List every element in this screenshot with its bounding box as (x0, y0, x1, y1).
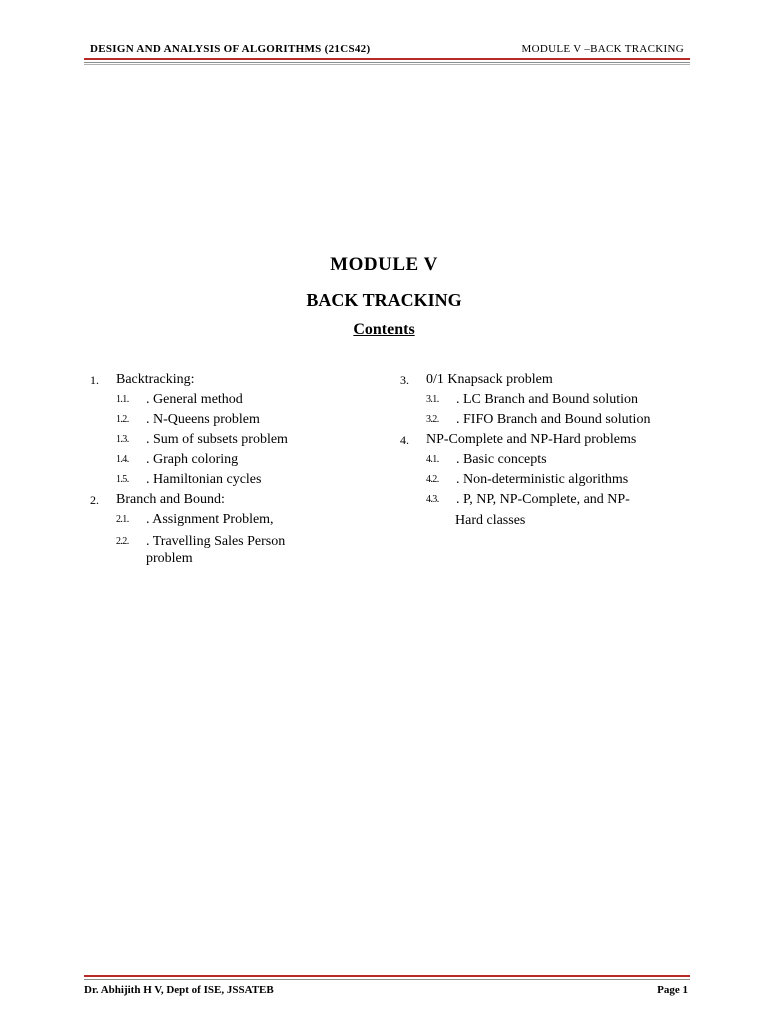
toc-subitem-number: 4.1. (426, 454, 439, 465)
toc-item-number: 2. (90, 493, 99, 507)
toc-subitem-3-2 (400, 410, 700, 430)
toc-subitem-number: 1.1. (116, 394, 129, 405)
toc-subitem-number: 1.3. (116, 434, 129, 445)
toc-item-4 (400, 430, 700, 450)
toc-subitem-number: 4.3. (426, 494, 439, 505)
toc-subitem-1-4 (90, 450, 380, 470)
toc-item-label: 0/1 Knapsack problem (426, 372, 553, 387)
toc-subitem-number: 3.1. (426, 394, 439, 405)
toc-subitem-label: . Sum of subsets problem (146, 432, 288, 447)
toc-item-3 (400, 370, 700, 390)
toc-item-number: 4. (400, 433, 409, 447)
toc-subitem-number: 1.2. (116, 414, 129, 425)
toc-subitem-label: . General method (146, 392, 243, 407)
header-rule-gray-thin (84, 64, 690, 65)
toc-subitem-1-5 (90, 470, 380, 490)
toc-subitem-number: 3.2. (426, 414, 439, 425)
toc-subitem-1-1 (90, 390, 380, 410)
toc-subitem-4-2 (400, 470, 700, 490)
toc-subitem-number: 4.2. (426, 474, 439, 485)
toc-subitem-continuation: problem (146, 551, 193, 566)
toc-subitem-1-2 (90, 410, 380, 430)
toc-subitem-label: . Hamiltonian cycles (146, 472, 262, 487)
toc-subitem-label: . N-Queens problem (146, 412, 260, 427)
header-rule-red (84, 58, 690, 60)
toc-subitem-label: . FIFO Branch and Bound solution (456, 412, 651, 427)
toc-item-label: Branch and Bound: (116, 492, 225, 507)
footer-rule-red (84, 975, 690, 977)
toc-left-column (90, 370, 380, 569)
toc-subitem-number: 2.1. (116, 514, 129, 525)
toc-item-1 (90, 370, 380, 390)
module-subtitle: BACK TRACKING (306, 290, 462, 310)
contents-heading: Contents (353, 321, 415, 338)
toc-subitem-label: . P, NP, NP-Complete, and NP- (456, 492, 630, 507)
toc-subitem-label: . Travelling Sales Person (146, 534, 286, 549)
toc-right-column (400, 370, 700, 531)
header-rule-gray (84, 62, 690, 63)
toc-subitem-4-3 (400, 490, 700, 510)
toc-subitem-number: 1.4. (116, 454, 129, 465)
toc-subitem-label: . Graph coloring (146, 452, 239, 467)
footer-page-number: Page 1 (657, 984, 688, 996)
toc-subitem-number: 1.5. (116, 474, 129, 485)
toc-item-number: 3. (400, 373, 409, 387)
toc-subitem-label: . LC Branch and Bound solution (456, 392, 638, 407)
toc-subitem-label: . Assignment Problem, (146, 512, 274, 527)
toc-item-2 (90, 490, 380, 510)
toc-subitem-label: . Non-deterministic algorithms (456, 472, 629, 487)
toc-subitem-1-3 (90, 430, 380, 450)
footer-author: Dr. Abhijith H V, Dept of ISE, JSSATEB (84, 984, 274, 996)
toc-subitem-label: . Basic concepts (456, 452, 547, 467)
footer-rule-gray (84, 979, 690, 980)
toc-subitem-number: 2.2. (116, 536, 129, 547)
toc-subitem-3-1 (400, 390, 700, 410)
toc-subitem-2-2 (90, 532, 380, 552)
toc-item-label: Backtracking: (116, 372, 195, 387)
toc-subitem-2-1 (90, 510, 380, 530)
toc-subitem-continuation: Hard classes (455, 513, 526, 528)
toc-item-label: NP-Complete and NP-Hard problems (426, 432, 637, 447)
header-course-title: DESIGN AND ANALYSIS OF ALGORITHMS (21CS42) (90, 43, 371, 55)
toc-item-number: 1. (90, 373, 99, 387)
module-title: MODULE V (330, 254, 438, 275)
header-module-title: MODULE V –BACK TRACKING (521, 43, 684, 55)
toc-subitem-4-1 (400, 450, 700, 470)
